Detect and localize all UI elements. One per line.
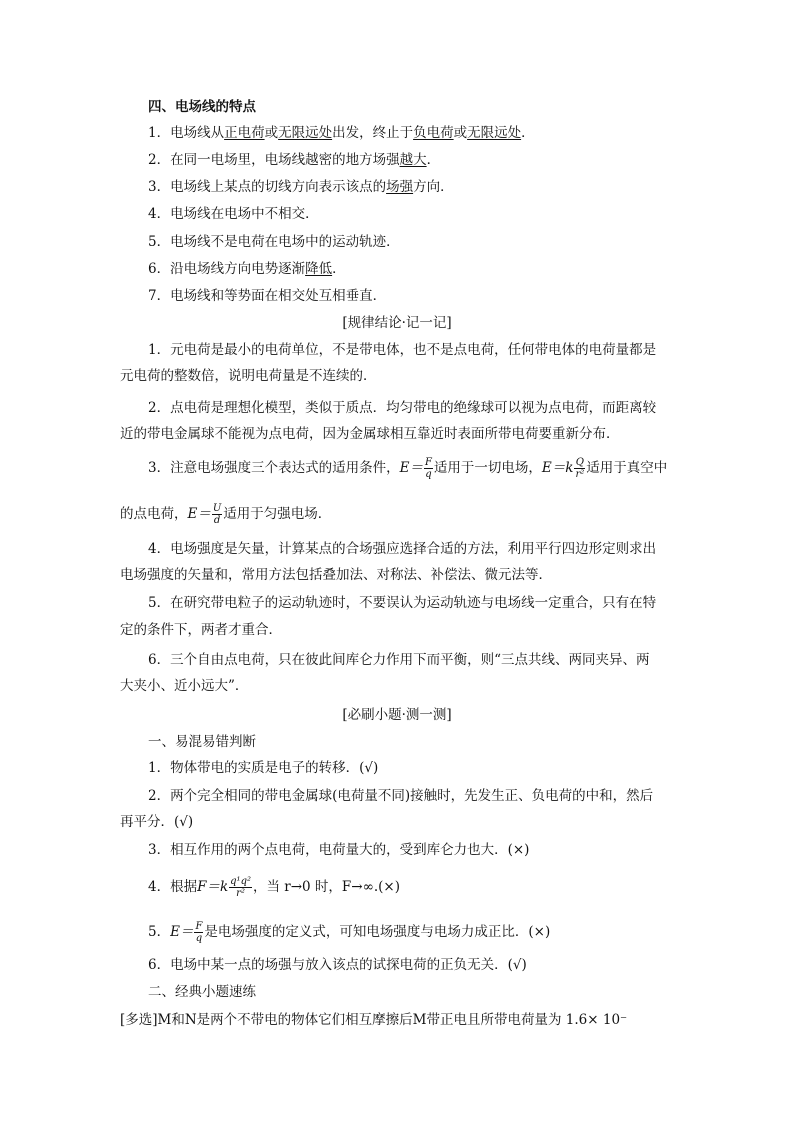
question: 3．相互作用的两个点电荷，电荷量大的，受到库仑力也大．(×)	[148, 842, 530, 858]
section-heading: 一、易混易错判断	[148, 734, 256, 750]
question: 1．物体带电的实质是电子的转移．(√)	[148, 760, 379, 776]
question: [多选]M和N是两个不带电的物体它们相互摩擦后M带正电且所带电荷量为 1.6× 10⁻	[120, 1012, 628, 1028]
formula-fraction: $\frac{F}{q}$	[424, 457, 432, 480]
paragraph: 大夹小、近小远大”．	[120, 678, 249, 694]
formula-fraction: $\frac{Q}{\text{r²}}$	[575, 457, 585, 480]
question: 4．根据F＝k $\frac{\text{q¹q²}}{\text{r²}}$ ，当 r→0 时，F→∞.(×)	[148, 876, 400, 899]
paragraph: 元电荷的整数倍，说明电荷量是不连续的．	[120, 368, 377, 384]
formula-fraction: $\frac{F}{q}$	[195, 921, 203, 944]
question: 再平分．(√)	[120, 814, 194, 830]
section-heading: 二、经典小题速练	[148, 984, 256, 1000]
formula-fraction: $\frac{\text{q¹q²}}{\text{r²}}$	[230, 876, 251, 899]
paragraph: 3．注意电场强度三个表达式的适用条件，E＝ $\frac{F}{q}$ 适用于一切电场，E＝k $\frac{Q}{\text{r²}}$ 适用于真空中	[148, 457, 668, 480]
list-item: 4．电场线在电场中不相交．	[148, 206, 319, 222]
paragraph: 定的条件下，两者才重合．	[120, 622, 282, 638]
paragraph: 1．元电荷是最小的电荷单位，不是带电体，也不是点电荷，任何带电体的电荷量都是	[148, 342, 657, 358]
paragraph: 4．电场强度是矢量，计算某点的合场强应选择合适的方法，利用平行四边形定则求出	[148, 541, 657, 557]
list-item: 3．电场线上某点的切线方向表示该点的场强方向．	[148, 179, 454, 195]
question: 6．电场中某一点的场强与放入该点的试探电荷的正负无关．(√)	[148, 957, 527, 973]
paragraph: 2．点电荷是理想化模型，类似于质点．均匀带电的绝缘球可以视为点电荷，而距离较	[148, 400, 657, 416]
list-item: 6．沿电场线方向电势逐渐降低．	[148, 261, 346, 277]
section-heading: 四、电场线的特点	[148, 99, 256, 115]
question: 5．E＝ $\frac{F}{q}$ 是电场强度的定义式，可知电场强度与电场力成正比．(×)	[148, 921, 551, 944]
formula-fraction: $\frac{U}{d}$	[212, 503, 222, 526]
list-item: 2．在同一电场里，电场线越密的地方场强越大．	[148, 152, 441, 168]
paragraph: 电场强度的矢量和，常用方法包括叠加法、对称法、补偿法、微元法等．	[120, 567, 552, 583]
rules-title: [规律结论·记一记]	[342, 315, 452, 331]
paragraph: 6．三个自由点电荷，只在彼此间库仑力作用下而平衡，则“三点共线、两同夹异、两	[148, 652, 650, 668]
question: 2．两个完全相同的带电金属球(电荷量不同)接触时，先发生正、负电荷的中和，然后	[148, 788, 654, 804]
list-item: 1．电场线从正电荷或无限远处出发，终止于负电荷或无限远处．	[148, 125, 535, 141]
paragraph: 5．在研究带电粒子的运动轨迹时，不要误认为运动轨迹与电场线一定重合，只有在特	[148, 595, 657, 611]
paragraph: 的点电荷，E＝ $\frac{U}{d}$ 适用于匀强电场．	[120, 503, 332, 526]
practice-title: [必刷小题·测一测]	[342, 707, 452, 723]
list-item: 7．电场线和等势面在相交处互相垂直．	[148, 288, 387, 304]
list-item: 5．电场线不是电荷在电场中的运动轨迹．	[148, 234, 400, 250]
paragraph: 近的带电金属球不能视为点电荷，因为金属球相互靠近时表面所带电荷要重新分布．	[120, 426, 620, 442]
